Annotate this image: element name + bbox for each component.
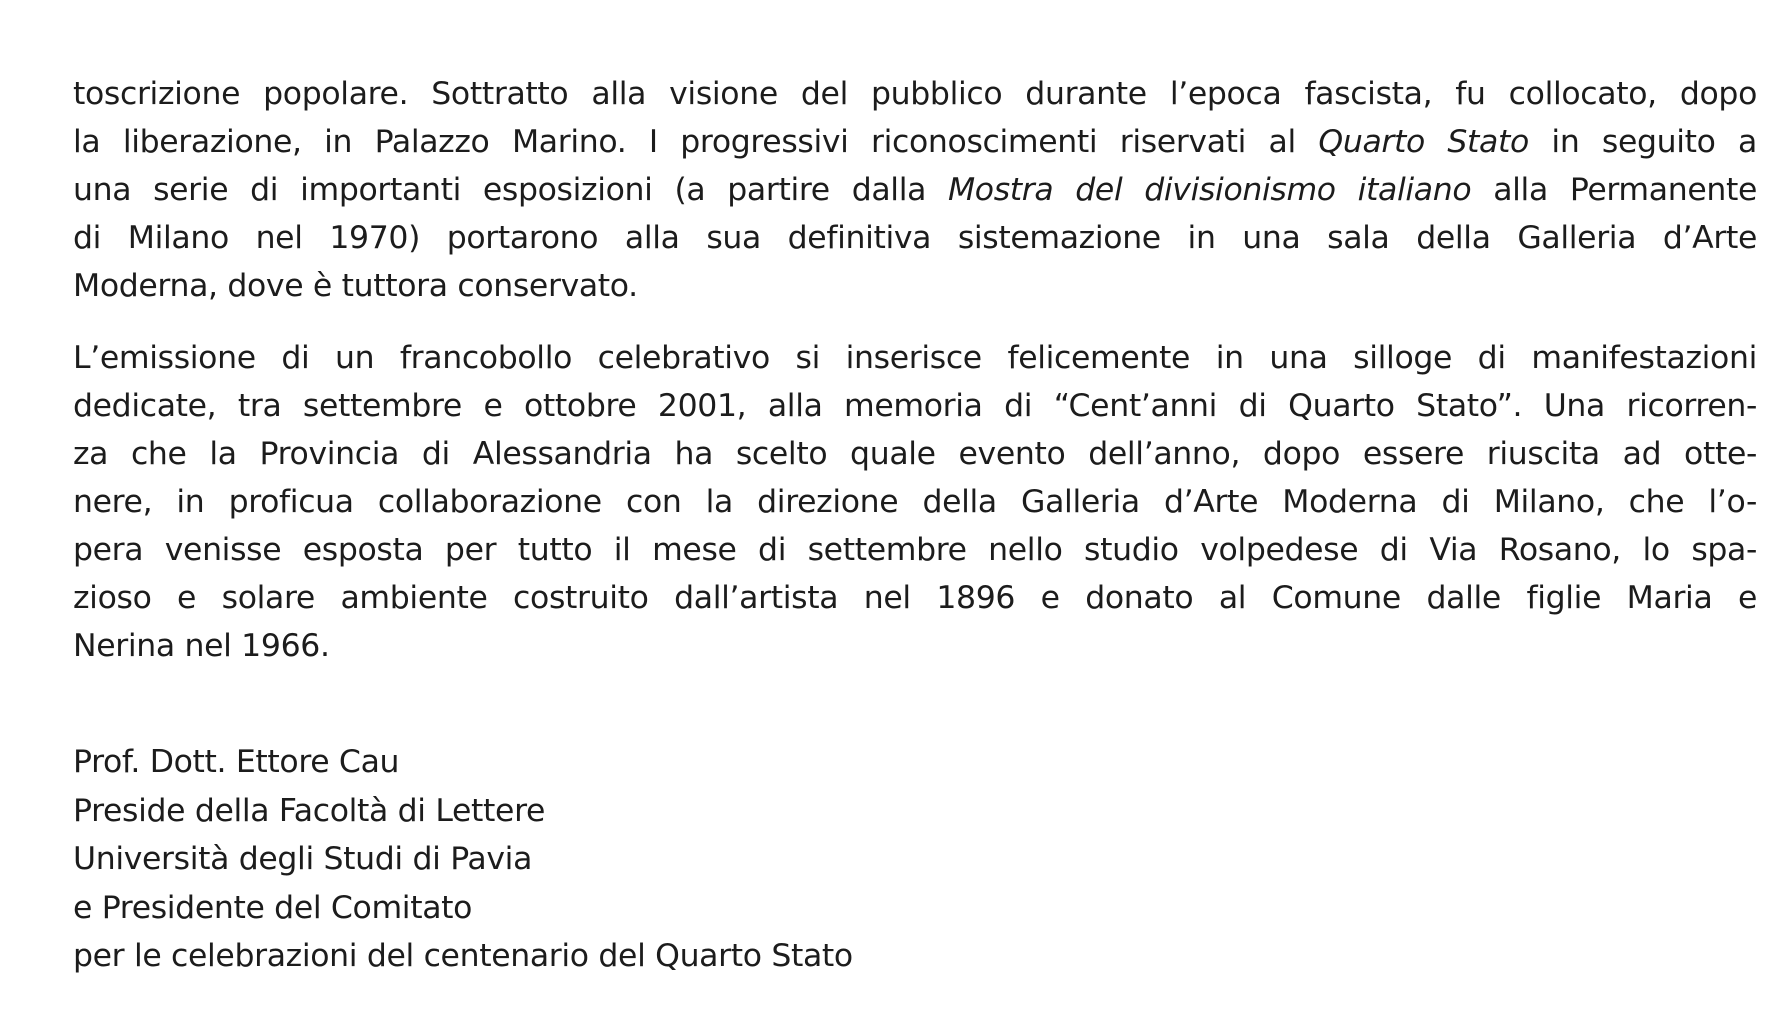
paragraph-2-line-5: pera venisse esposta per tutto il mese di settembre nello studio volpedese di Via Rosano, lo spa- [73, 532, 1757, 568]
signature-committee: per le celebrazioni del centenario del Quarto Stato [73, 938, 853, 974]
paragraph-2-line-1: L’emissione di un francobollo celebrativo si inserisce felicemente in una silloge di manifestazioni [73, 340, 1757, 376]
paragraph-2-line-2: dedicate, tra settembre e ottobre 2001, alla memoria di “Cent’anni di Quarto Stato”. Una ricorren- [73, 388, 1757, 424]
paragraph-1-line-1: toscrizione popolare. Sottratto alla visione del pubblico durante l’epoca fascista, fu collocato, dopo [73, 76, 1757, 112]
signature-block [73, 738, 853, 981]
italic-title-mostra: Mostra del divisionismo italiano [947, 172, 1472, 208]
signature-name: Prof. Dott. Ettore Cau [73, 744, 400, 780]
paragraph-2-line-3: za che la Provincia di Alessandria ha scelto quale evento dell’anno, dopo essere riuscita ad otte- [73, 436, 1757, 472]
signature-role: Preside della Facoltà di Lettere [73, 792, 546, 829]
signature-role-2: e Presidente del Comitato [73, 889, 473, 926]
paragraph-2 [73, 334, 1757, 670]
paragraph-1-line-4: di Milano nel 1970) portarono alla sua definitiva sistemazione in una sala della Galleria d’Arte [73, 220, 1757, 256]
paragraph-1 [73, 70, 1757, 310]
paragraph-2-line-7: Nerina nel 1966. [73, 628, 330, 664]
paragraph-2-line-4: nere, in proficua collaborazione con la direzione della Galleria d’Arte Moderna di Milano, che l’o- [73, 484, 1757, 520]
paragraph-1-line-5: Moderna, dove è tuttora conservato. [73, 268, 638, 304]
paragraph-1-line-3: una serie di importanti esposizioni (a partire dalla Mostra del divisionismo italiano alla Permanente [73, 172, 1757, 208]
paragraph-1-line-2: la liberazione, in Palazzo Marino. I progressivi riconoscimenti riservati al Quarto Stato in seguito a [73, 124, 1758, 160]
signature-institution: Università degli Studi di Pavia [73, 841, 533, 877]
paragraph-2-line-6: zioso e solare ambiente costruito dall’artista nel 1896 e donato al Comune dalle figlie Maria e [73, 580, 1757, 616]
italic-title-quarto-stato: Quarto Stato [1318, 124, 1529, 160]
